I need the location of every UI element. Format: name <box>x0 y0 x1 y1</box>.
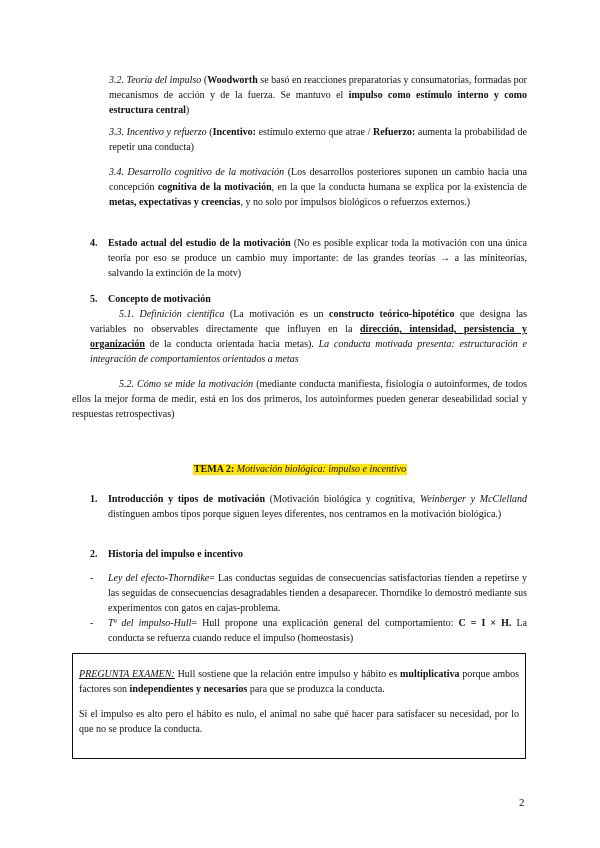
bold-term: Woodworth <box>207 75 258 86</box>
section-3-2 <box>109 73 527 118</box>
section-label: 3.2. Teoría del impulso <box>109 75 202 86</box>
authors: Weinberger y McClelland <box>419 494 527 505</box>
section-5 <box>90 292 527 307</box>
section-label: 5.2. Cómo se mide la motivación <box>119 379 254 390</box>
bold-term: metas, expectativas y creencias <box>109 197 241 208</box>
paragraph-3-2: 3.2. Teoría del impulso (Woodworth se basó en reacciones preparatorias y consumatorias, formadas por mecanismos de acción y de la fuerza. Se mantuvo el impulso como estímulo interno y como estructura central) <box>109 75 528 116</box>
paragraph-t1: Introducción y tipos de motivación (Motivación biológica y cognitiva, Weinberger y McClelland distinguen ambos tipos porque siguen leyes diferentes, nos centramos en la motivación biológica.) <box>108 494 527 520</box>
section-label: 3.3. Incentivo y refuerzo <box>109 127 207 138</box>
highlighted-heading: TEMA 2: Motivación biológica: impulso e incentivo <box>193 464 407 475</box>
topic-section-2 <box>90 547 527 562</box>
list-number: 4. <box>90 238 98 249</box>
exam-explanation-paragraph: Si el impulso es alto pero el hábito es nulo, el animal no sabe qué hacer para satisfacer su necesidad, por lo que no se produce la conducta. <box>79 709 519 735</box>
section-label: 3.4. Desarrollo cognitivo de la motivación <box>109 167 285 178</box>
paragraph-5-1: 5.1. Definición científica (La motivación es un constructo teórico-hipotético que designa las variables no observables directamente que influyen en la dirección, intensidad, persistencia y organización de la conducta orientada hacia metas). La conducta motivada presenta: estructuración e integración de comportamientos orientados a metas <box>90 309 528 365</box>
bold-term: impulso como estímulo interno y como estructura central <box>109 90 528 116</box>
paragraph-3-4: 3.4. Desarrollo cognitivo de la motivación (Los desarrollos posteriores suponen un cambio hacia una concepción cognitiva de la motivación, en la que la conducta humana se explica por la existencia de metas, expectativas y creencias, y no solo por impulsos biológicos o refuerzos externos.) <box>109 167 527 208</box>
bold-term: Incentivo: <box>212 127 256 138</box>
italic-note: La conducta motivada presenta: estructuración e integración de comportamientos orientados a metas <box>90 339 527 365</box>
paragraph-4: Estado actual del estudio de la motivación (No es posible explicar toda la motivación con una única teoría por eso se produce un cambio muy importante: de las grandes teorías → a las miniteorías, salvando la extinción de la motv) <box>108 238 527 279</box>
list-number: 5. <box>90 294 98 305</box>
list-item-thorndike <box>90 571 527 616</box>
exam-label: PREGUNTA EXAMEN: <box>79 669 175 680</box>
paragraph-5-2: 5.2. Cómo se mide la motivación (mediante conducta manifiesta, fisiología o autoinformes, de todos ellos la mejor forma de medir, está en los dos primeros, los autoinformes pueden generar deseabilidad social y respuestas retrospectivas) <box>72 379 528 420</box>
exam-question-box <box>72 653 526 759</box>
section-5-1 <box>90 307 527 367</box>
section-title: Concepto de motivación <box>108 294 211 305</box>
topic-heading <box>0 462 600 477</box>
section-title: Estado actual del estudio de la motivación <box>108 238 291 249</box>
underlined-term: dirección, intensidad, persistencia y organización <box>90 324 528 350</box>
section-3-4 <box>109 165 527 210</box>
topic-section-1 <box>90 492 527 522</box>
section-4 <box>90 236 527 281</box>
section-3-3 <box>109 125 527 155</box>
formula: C = I × H. <box>458 618 512 629</box>
dash-bullet: - <box>90 618 94 629</box>
bold-term: multiplicativa <box>400 669 460 680</box>
bold-term: constructo teórico-hipotético <box>329 309 455 320</box>
list-number: 2. <box>90 549 98 560</box>
bold-term: independientes y necesarios <box>129 684 248 695</box>
bold-term: Refuerzo: <box>373 127 416 138</box>
paragraph-3-3: 3.3. Incentivo y refuerzo (Incentivo: estímulo externo que atrae / Refuerzo: aumenta la probabilidad de repetir una conducta) <box>109 127 527 153</box>
page-number: 2 <box>519 797 525 809</box>
list-number: 1. <box>90 494 98 505</box>
theory-name: Tª del impulso-Hull <box>108 618 192 629</box>
section-5-2 <box>72 377 527 422</box>
law-name: Ley del efecto-Thorndike <box>108 573 210 584</box>
paragraph-hull: Tª del impulso-Hull= Hull propone una explicación general del comportamiento: C = I × H. La conducta se refuerza cuando reduce el impulso (homeostasis) <box>108 618 527 644</box>
exam-question-paragraph: PREGUNTA EXAMEN: Hull sostiene que la relación entre impulso y hábito es multiplicativa porque ambos factores son independientes y necesarios para que se produzca la conducta. <box>79 669 519 695</box>
paragraph-thorndike: Ley del efecto-Thorndike= Las conductas seguidas de consecuencias satisfactorias tienden a repetirse y las seguidas de consecuencias desagradables tienden a desaparecer. Thorndike lo demostró mediante sus experimentos con gatos en cajas-problema. <box>108 573 527 614</box>
section-label: 5.1. Definición científica <box>119 309 225 320</box>
section-title: Introducción y tipos de motivación <box>108 494 266 505</box>
list-item-hull <box>90 616 527 646</box>
dash-bullet: - <box>90 573 94 584</box>
bold-term: cognitiva de la motivación <box>157 182 272 193</box>
section-title: Historia del impulso e incentivo <box>108 549 243 560</box>
